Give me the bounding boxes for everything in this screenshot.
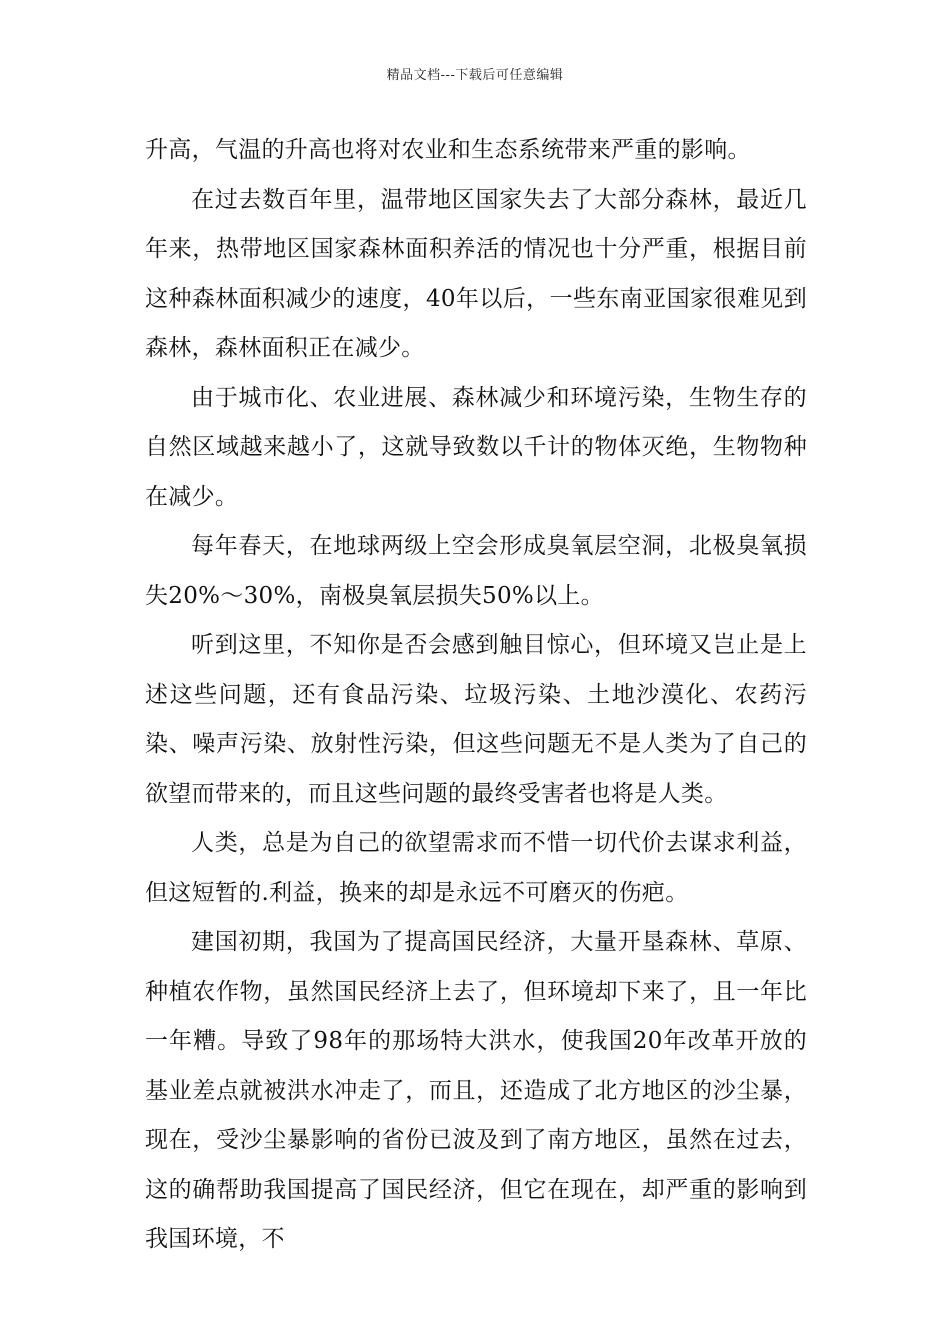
paragraph-human-desire: 人类，总是为自己的欲望需求而不惜一切代价去谋求利益，但这短暂的.利益，换来的却是永远不可磨灭的伤疤。 <box>145 830 807 906</box>
document-body <box>145 126 807 1265</box>
paragraph-ozone: 每年春天，在地球两级上空会形成臭氧层空洞，北极臭氧损失20%～30%，南极臭氧层损失50%以上。 <box>145 533 807 609</box>
paragraph-continuation: 升高，气温的升高也将对农业和生态系统带来严重的影响。 <box>145 137 751 163</box>
paragraph-species: 由于城市化、农业进展、森林减少和环境污染，生物生存的自然区域越来越小了，这就导致数以千计的物体灭绝，生物物种在减少。 <box>145 384 807 510</box>
paragraph-forests: 在过去数百年里，温带地区国家失去了大部分森林，最近几年来，热带地区国家森林面积养活的情况也十分严重，根据目前这种森林面积减少的速度，40年以后，一些东南亚国家很难见到森林，森林面积正在减少。 <box>145 186 807 361</box>
paragraph-pollution: 听到这里，不知你是否会感到触目惊心，但环境又岂止是上述这些问题，还有食品污染、垃圾污染、土地沙漠化、农药污染、噪声污染、放射性污染，但这些问题无不是人类为了自己的欲望而带来的，而且这些问题的最终受害者也将是人类。 <box>145 632 807 807</box>
paragraph-history: 建国初期，我国为了提高国民经济，大量开垦森林、草原、种植农作物，虽然国民经济上去了，但环境却下来了，且一年比一年糟。导致了98年的那场特大洪水，使我国20年改革开放的基业差点就被洪水冲走了，而且，还造成了北方地区的沙尘暴，现在，受沙尘暴影响的省份已波及到了南方地区，虽然在过去，这的确帮助我国提高了国民经济，但它在现在，却严重的影响到我国环境，不 <box>145 929 807 1252</box>
page-header: 精品文档---下载后可任意编辑 <box>386 68 564 83</box>
